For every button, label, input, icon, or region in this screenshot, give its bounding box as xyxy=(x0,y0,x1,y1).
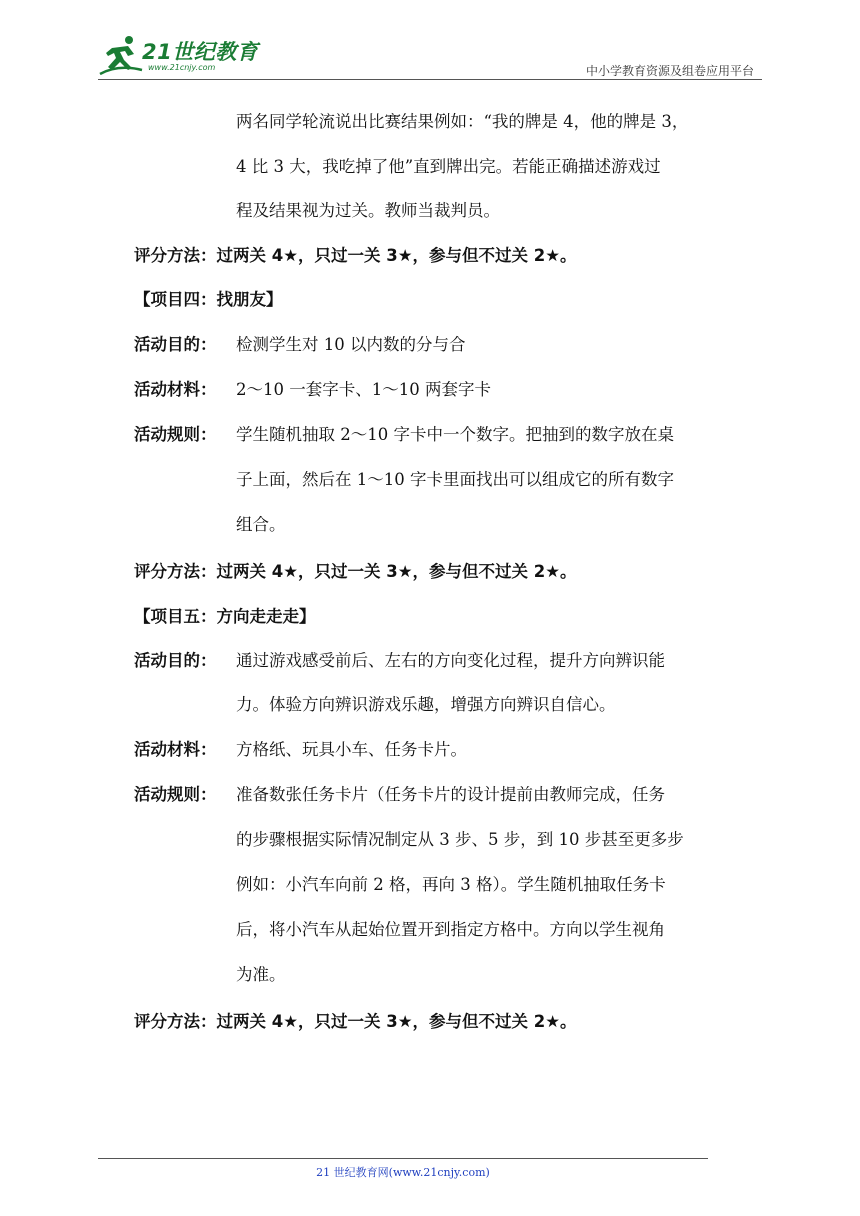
material-text: 方格纸、玩具小车、任务卡片。 xyxy=(236,740,467,759)
scoring-method: 评分方法：过两关 4★，只过一关 3★，参与但不过关 2★。 xyxy=(134,246,577,265)
rule-text-line: 准备数张任务卡片（任务卡片的设计提前由教师完成，任务 xyxy=(236,785,665,804)
purpose-label: 活动目的： xyxy=(134,335,217,354)
paragraph-line: 4 比 3 大，我吃掉了他”直到牌出完。若能正确描述游戏过 xyxy=(236,157,661,176)
purpose-text: 检测学生对 10 以内数的分与合 xyxy=(236,335,466,354)
section-title-4: 【项目四：找朋友】 xyxy=(134,290,283,309)
rule-label: 活动规则： xyxy=(134,785,217,804)
rule-text-line: 例如：小汽车向前 2 格，再向 3 格）。学生随机抽取任务卡 xyxy=(236,875,666,894)
purpose-text-line: 力。体验方向辨识游戏乐趣，增强方向辨识自信心。 xyxy=(236,695,616,714)
rule-text-line: 学生随机抽取 2～10 字卡中一个数字。把抽到的数字放在桌 xyxy=(236,425,674,444)
section-title-5: 【项目五：方向走走走】 xyxy=(134,607,316,626)
header-divider xyxy=(98,79,762,80)
paragraph-line: 程及结果视为过关。教师当裁判员。 xyxy=(236,201,500,220)
purpose-text-line: 通过游戏感受前后、左右的方向变化过程，提升方向辨识能 xyxy=(236,651,665,670)
scoring-method: 评分方法：过两关 4★，只过一关 3★，参与但不过关 2★。 xyxy=(134,1012,577,1031)
site-logo[interactable] xyxy=(98,34,268,78)
rule-text-line: 的步骤根据实际情况制定从 3 步、5 步，到 10 步甚至更多步 xyxy=(236,830,684,849)
rule-text-line: 组合。 xyxy=(236,515,286,534)
logo-url: www.21cnjy.com xyxy=(148,63,216,72)
material-label: 活动材料： xyxy=(134,380,217,399)
rule-text-line: 后，将小汽车从起始位置开到指定方格中。方向以学生视角 xyxy=(236,920,665,939)
footer-link[interactable]: 21 世纪教育网(www.21cnjy.com) xyxy=(316,1166,490,1179)
page-header xyxy=(98,34,762,80)
purpose-label: 活动目的： xyxy=(134,651,217,670)
logo-text: 21世纪教育 xyxy=(142,40,259,64)
footer-divider xyxy=(98,1158,708,1159)
header-platform-name: 中小学教育资源及组卷应用平台 xyxy=(585,64,754,78)
material-label: 活动材料： xyxy=(134,740,217,759)
runner-logo-icon xyxy=(98,34,144,78)
rule-text-line: 子上面，然后在 1～10 字卡里面找出可以组成它的所有数字 xyxy=(236,470,674,489)
rule-text-line: 为准。 xyxy=(236,965,286,984)
rule-label: 活动规则： xyxy=(134,425,217,444)
scoring-method: 评分方法：过两关 4★，只过一关 3★，参与但不过关 2★。 xyxy=(134,562,577,581)
material-text: 2～10 一套字卡、1～10 两套字卡 xyxy=(236,380,491,399)
paragraph-line: 两名同学轮流说出比赛结果例如：“我的牌是 4，他的牌是 3， xyxy=(236,112,689,131)
